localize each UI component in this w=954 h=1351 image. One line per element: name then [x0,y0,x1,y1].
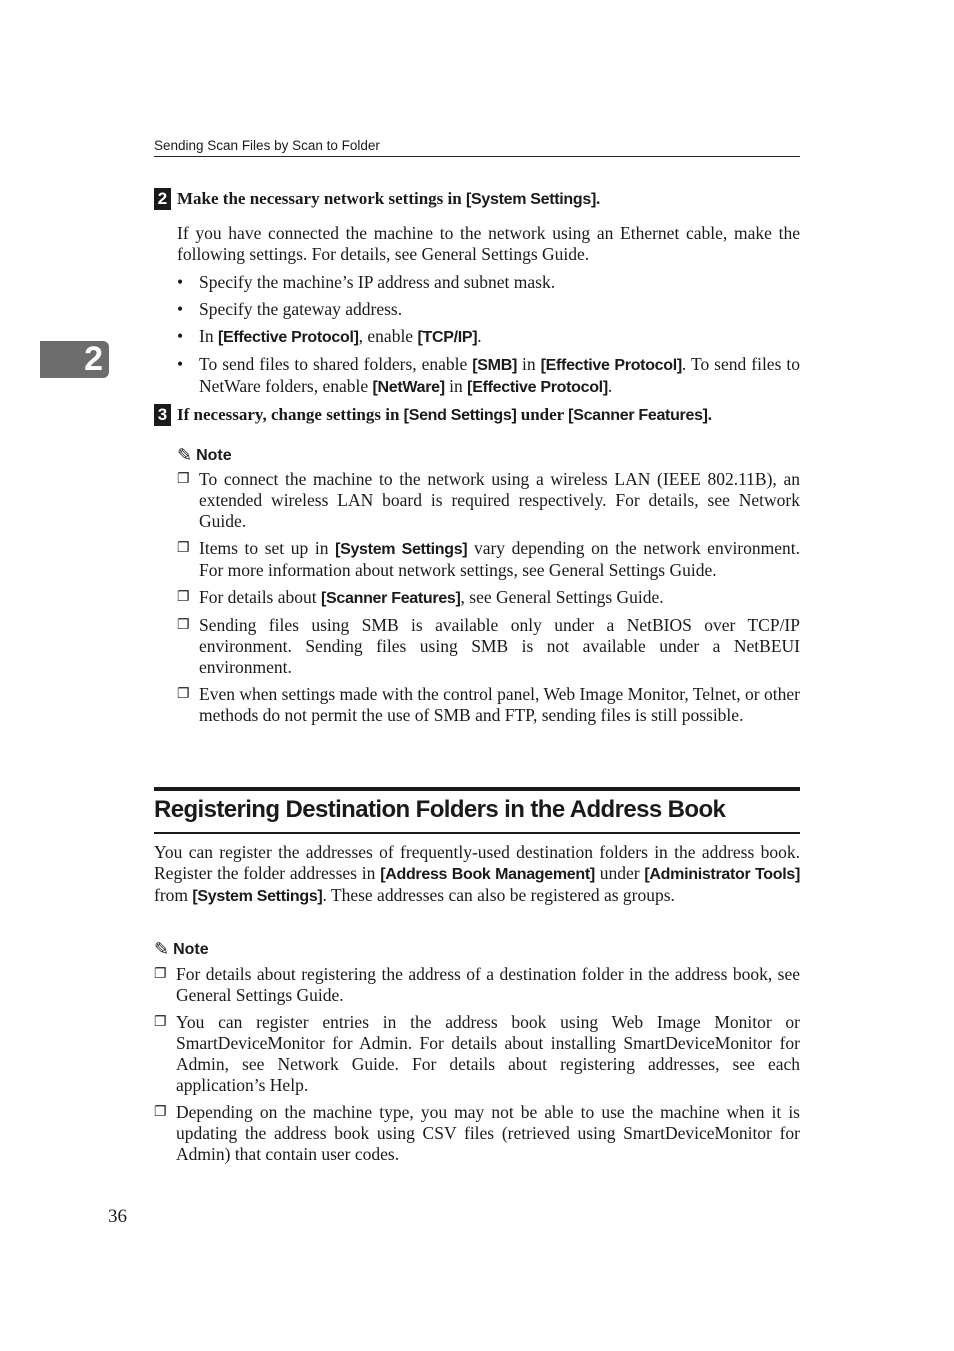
step-2-bullet-list [177,272,800,398]
list-item: ❐ For details about [Scanner Features], see General Settings Guide. [177,587,800,609]
list-item: ❐ Sending files using SMB is available only under a NetBIOS over TCP/IP environment. Sending files using SMB is not available under a NetBEUI environment. [177,615,800,678]
list-item: • Specify the gateway address. [177,299,800,320]
note-1-list-container [177,469,800,732]
pencil-icon: ✎ [154,939,170,959]
section-rule-top [154,787,800,791]
page-number: 36 [108,1206,127,1227]
list-item: ❐ Items to set up in [System Settings] vary depending on the network environment. For more information about network settings, see General Settings Guide. [177,538,800,581]
chapter-tab: 2 [40,341,109,378]
step-3-title: If necessary, change settings in [Send Settings] under [Scanner Features]. [177,405,712,424]
list-item: • To send files to shared folders, enable [SMB] in [Effective Protocol]. To send files to NetWare folders, enable [NetWare] in [Effective Protocol]. [177,354,800,398]
section-intro: You can register the addresses of frequently-used destination folders in the address book. Register the folder addresses in [Address Book Management] under [Administrator Tools] from [System Settings]. These addresses can also be registered as groups. [154,842,800,905]
note-2-list [154,964,800,1165]
pencil-icon: ✎ [177,445,193,465]
list-item: ❐ Even when settings made with the control panel, Web Image Monitor, Telnet, or other methods do not permit the use of SMB and FTP, sending files is still possible. [177,684,800,726]
note-1-list [177,469,800,726]
list-item: ❐ For details about registering the address of a destination folder in the address book, see General Settings Guide. [154,964,800,1006]
section-rule-bottom [154,832,800,834]
list-item: • In [Effective Protocol], enable [TCP/IP]. [177,326,800,348]
step-2-number-icon: 2 [154,188,171,210]
list-item: ❐ To connect the machine to the network using a wireless LAN (IEEE 802.11B), an extended wireless LAN board is required respectively. For details, see Network Guide. [177,469,800,532]
step-2 [154,188,800,211]
step-2-title: Make the necessary network settings in [System Settings]. [177,189,601,208]
note-heading-1: ✎ Note [177,445,232,465]
note-heading-2: ✎ Note [154,939,209,959]
list-item: ❐ You can register entries in the address book using Web Image Monitor or SmartDeviceMonitor for Admin. For details about installing SmartDeviceMonitor for Admin, see Network Guide. For details about registering addresses, see each application’s Help. [154,1012,800,1096]
list-item: • Specify the machine’s IP address and subnet mask. [177,272,800,293]
list-item: ❐ Depending on the machine type, you may not be able to use the machine when it is updating the address book using CSV files (retrieved using SmartDeviceMonitor for Admin) that contain user codes. [154,1102,800,1165]
step-3 [154,404,800,427]
step-2-intro: If you have connected the machine to the network using an Ethernet cable, make the following settings. For details, see General Settings Guide. [177,223,800,264]
step-2-body [177,223,800,404]
note-2-list-container [154,964,800,1171]
step-3-number-icon: 3 [154,404,171,426]
section-title: Registering Destination Folders in the Address Book [154,796,726,823]
running-header: Sending Scan Files by Scan to Folder [154,138,800,157]
